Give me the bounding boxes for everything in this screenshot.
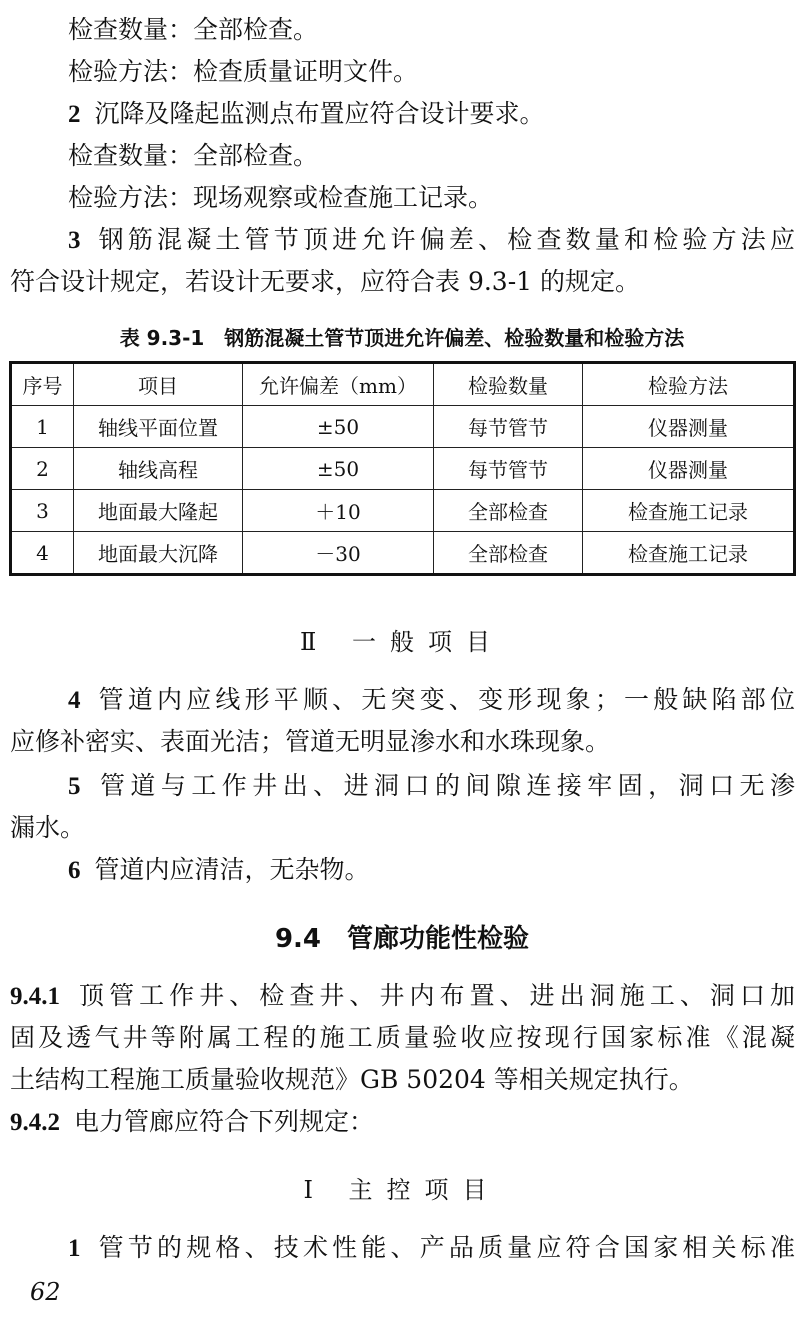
clause-number: 6 [68, 857, 81, 884]
text-line: 固及透气井等附属工程的施工质量验收应按现行国家标准《混凝 [10, 1023, 795, 1052]
text-line: 检验方法：现场观察或检查施工记录。 [68, 183, 494, 212]
clause-number: 9.4.2 [10, 1109, 60, 1136]
table-cell: 轴线高程 [74, 448, 243, 490]
table-row [11, 448, 795, 490]
table-cell: 4 [11, 532, 74, 575]
table-cell: ±50 [243, 448, 434, 490]
table-row [11, 406, 795, 448]
clause-4 [68, 685, 795, 716]
text-line: 土结构工程施工质量验收规范》GB 50204 等相关规定执行。 [10, 1065, 694, 1094]
text-line: 检验方法：检查质量证明文件。 [68, 57, 419, 86]
clause-text: 管道与工作井出、进洞口的间隙连接牢固，洞口无渗 [94, 771, 795, 800]
table-cell: 仪器测量 [583, 448, 795, 490]
table-cell: 检查施工记录 [583, 532, 795, 575]
clause-1 [68, 1233, 795, 1264]
clause-6 [68, 855, 370, 886]
text-line: 应修补密实、表面光洁；管道无明显渗水和水珠现象。 [10, 727, 611, 756]
clause-5 [68, 771, 795, 802]
page-number: 62 [30, 1278, 61, 1306]
clause-number: 2 [68, 101, 81, 128]
table-cell: 检查施工记录 [583, 490, 795, 532]
table-header-row [11, 363, 795, 406]
clause-text: 管节的规格、技术性能、产品质量应符合国家相关标准 [94, 1233, 795, 1262]
table-cell: 全部检查 [434, 532, 583, 575]
table-cell: 地面最大沉降 [74, 532, 243, 575]
table-row [11, 532, 795, 575]
clause-number: 5 [68, 773, 81, 800]
clause-number: 1 [68, 1235, 81, 1262]
header-cell: 检验数量 [434, 363, 583, 406]
text-line: 检查数量：全部检查。 [68, 15, 319, 44]
clause-number: 4 [68, 687, 81, 714]
header-cell: 允许偏差（mm） [243, 363, 434, 406]
table-caption: 表 9.3-1 钢筋混凝土管节顶进允许偏差、检验数量和检验方法 [119, 326, 685, 350]
table-cell: 每节管节 [434, 448, 583, 490]
table-cell: 全部检查 [434, 490, 583, 532]
table-cell: ±50 [243, 406, 434, 448]
clause-9-4-1 [10, 981, 795, 1012]
clause-2 [68, 99, 545, 130]
clause-text: 管道内应线形平顺、无突变、变形现象；一般缺陷部位 [94, 685, 795, 714]
header-cell: 检验方法 [583, 363, 795, 406]
text-line: 符合设计规定，若设计无要求，应符合表 9.3-1 的规定。 [10, 267, 641, 296]
clause-3 [68, 225, 795, 256]
text-line: 检查数量：全部检查。 [68, 141, 319, 170]
table-cell: 每节管节 [434, 406, 583, 448]
clause-number: 3 [68, 227, 81, 254]
table-cell: 仪器测量 [583, 406, 795, 448]
table-cell: 3 [11, 490, 74, 532]
table-cell: ＋10 [243, 490, 434, 532]
clause-9-4-2 [10, 1107, 374, 1138]
section-heading-main: Ⅰ 主控项目 [303, 1176, 501, 1204]
clause-text: 顶管工作井、检查井、井内布置、进出洞施工、洞口加 [74, 981, 795, 1010]
header-cell: 序号 [11, 363, 74, 406]
table-cell: －30 [243, 532, 434, 575]
clause-text: 沉降及隆起监测点布置应符合设计要求。 [94, 99, 545, 128]
clause-text: 管道内应清洁，无杂物。 [94, 855, 370, 884]
tolerance-table [9, 361, 796, 576]
table-cell: 地面最大隆起 [74, 490, 243, 532]
table-cell: 2 [11, 448, 74, 490]
table-cell: 轴线平面位置 [74, 406, 243, 448]
table-cell: 1 [11, 406, 74, 448]
section-heading-general: Ⅱ 一般项目 [300, 628, 504, 656]
table-row [11, 490, 795, 532]
text-line: 漏水。 [10, 813, 86, 842]
header-cell: 项目 [74, 363, 243, 406]
clause-text: 钢筋混凝土管节顶进允许偏差、检查数量和检验方法应 [94, 225, 795, 254]
clause-text: 电力管廊应符合下列规定： [74, 1107, 375, 1136]
section-title-9-4: 9.4 管廊功能性检验 [274, 924, 530, 954]
clause-number: 9.4.1 [10, 983, 60, 1010]
